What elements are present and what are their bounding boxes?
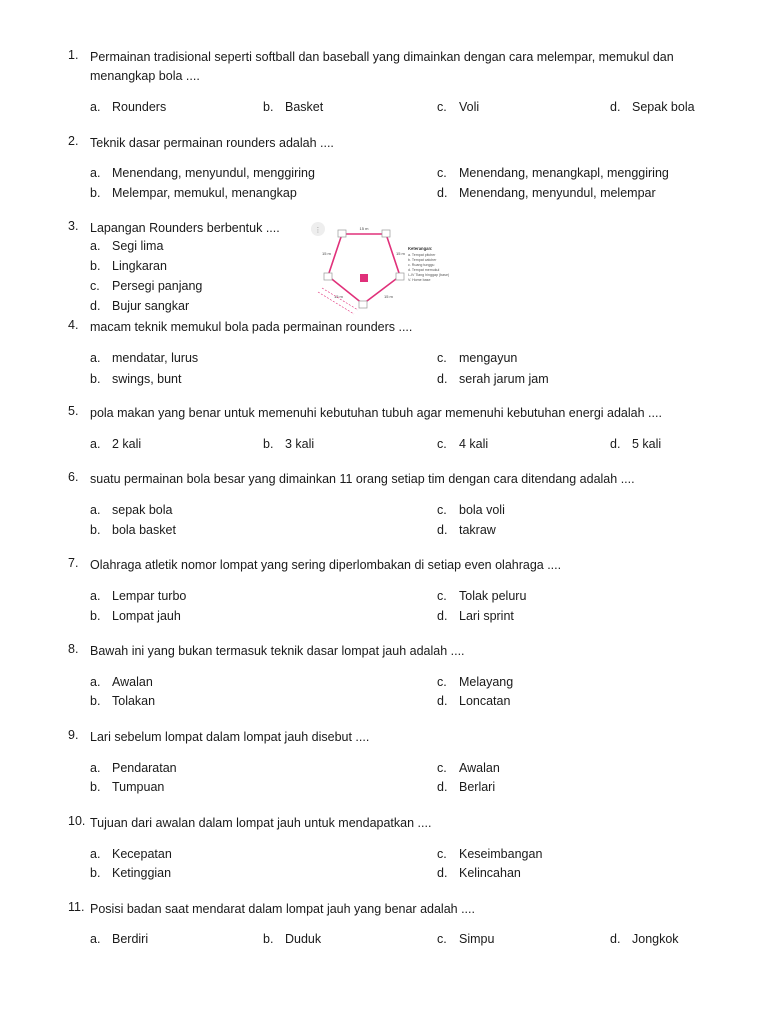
option-b[interactable]: b. swings, bunt: [90, 372, 182, 386]
option-b[interactable]: b. Basket: [263, 100, 324, 114]
option-c[interactable]: c. Tolak peluru: [437, 589, 527, 603]
legend-item: I–IV Tiang hinggap (base): [408, 273, 450, 277]
question-number: 2.: [68, 134, 79, 148]
rounders-field-diagram: [308, 218, 480, 318]
question-number: 10.: [68, 814, 86, 828]
base-marker: [324, 273, 332, 280]
option-b[interactable]: b. Tolakan: [90, 694, 156, 708]
pitcher-area: [360, 274, 368, 282]
option-c[interactable]: c. Persegi panjang: [90, 279, 203, 293]
option-c[interactable]: c. 4 kali: [437, 437, 489, 451]
svg-text:⋮: ⋮: [314, 226, 322, 234]
option-d[interactable]: d. Loncatan: [437, 694, 511, 708]
question-text: Permainan tradisional seperti softball dan baseball yang dimainkan dengan cara melempar, memukul dan menangkap bola ....: [90, 50, 674, 83]
question-text: Lapangan Rounders berbentuk ....: [90, 221, 280, 235]
option-a[interactable]: a. 2 kali: [90, 437, 142, 451]
base-marker: [338, 230, 346, 237]
question-number: 4.: [68, 318, 79, 332]
option-a[interactable]: a. mendatar, lurus: [90, 351, 199, 365]
question-text: Tujuan dari awalan dalam lompat jauh untuk mendapatkan ....: [90, 816, 432, 830]
question-number: 6.: [68, 470, 79, 484]
question-text: pola makan yang benar untuk memenuhi kebutuhan tubuh agar memenuhi kebutuhan energi adalah ....: [90, 406, 662, 420]
distance-label: 15 m: [334, 294, 343, 299]
base-marker: [396, 273, 404, 280]
question-number: 3.: [68, 219, 79, 233]
question-text: Olahraga atletik nomor lompat yang sering diperlombakan di setiap even olahraga ....: [90, 558, 562, 572]
legend-item: a. Tempat pitcher: [408, 253, 436, 257]
option-a[interactable]: a. sepak bola: [90, 503, 173, 517]
distance-label: 15 m: [322, 251, 331, 256]
question-text: suatu permainan bola besar yang dimainkan 11 orang setiap tim dengan cara ditendang adalah ....: [90, 472, 635, 486]
option-b[interactable]: b. Lingkaran: [90, 259, 167, 273]
option-d[interactable]: d. Menendang, menyundul, melempar: [437, 186, 656, 200]
question-number: 8.: [68, 642, 79, 656]
option-a[interactable]: a. Pendaratan: [90, 761, 177, 775]
option-c[interactable]: c. Simpu: [437, 932, 495, 946]
distance-label: 15 m: [384, 294, 393, 299]
option-b[interactable]: b. Duduk: [263, 932, 322, 946]
option-d[interactable]: d. Kelincahan: [437, 866, 521, 880]
option-a[interactable]: a. Awalan: [90, 675, 153, 689]
option-b[interactable]: b. Ketinggian: [90, 866, 172, 880]
option-b[interactable]: b. Lompat jauh: [90, 609, 181, 623]
option-d[interactable]: d. Lari sprint: [437, 609, 514, 623]
legend-item: d. Tempat memukul: [408, 268, 440, 272]
question-text: Teknik dasar permainan rounders adalah ....: [90, 136, 334, 150]
option-d[interactable]: d. Bujur sangkar: [90, 299, 190, 313]
option-d[interactable]: d. 5 kali: [610, 437, 662, 451]
base-marker: [382, 230, 390, 237]
question-number: 11.: [68, 900, 85, 914]
legend-title: Keterangan:: [408, 246, 433, 251]
option-c[interactable]: c. Voli: [437, 100, 480, 114]
option-d[interactable]: d. serah jarum jam: [437, 372, 549, 386]
option-d[interactable]: d. Berlari: [437, 780, 496, 794]
legend-item: c. Ruang tunggu: [408, 263, 435, 267]
option-c[interactable]: c. Keseimbangan: [437, 847, 543, 861]
question-number: 5.: [68, 404, 79, 418]
question-number: 7.: [68, 556, 79, 570]
option-a[interactable]: a. Kecepatan: [90, 847, 172, 861]
option-d[interactable]: d. takraw: [437, 523, 496, 537]
question-text: Lari sebelum lompat dalam lompat jauh disebut ....: [90, 730, 370, 744]
question-number: 9.: [68, 728, 79, 742]
option-a[interactable]: a. Rounders: [90, 100, 167, 114]
option-c[interactable]: c. Awalan: [437, 761, 500, 775]
option-a[interactable]: a. Berdiri: [90, 932, 149, 946]
question-text: macam teknik memukul bola pada permainan rounders ....: [90, 320, 413, 334]
distance-label: 15 m: [359, 226, 369, 231]
legend-item: V. Home base: [408, 278, 431, 282]
option-a[interactable]: a. Lempar turbo: [90, 589, 187, 603]
question-text: Bawah ini yang bukan termasuk teknik dasar lompat jauh adalah ....: [90, 644, 465, 658]
option-b[interactable]: b. bola basket: [90, 523, 176, 537]
option-d[interactable]: d. Sepak bola: [610, 100, 695, 114]
option-b[interactable]: b. Tumpuan: [90, 780, 165, 794]
option-c[interactable]: c. Menendang, menangkapl, menggiring: [437, 166, 669, 180]
question-number: 1.: [68, 48, 79, 62]
option-d[interactable]: d. Jongkok: [610, 932, 679, 946]
base-marker: [359, 301, 367, 308]
option-a[interactable]: a. Segi lima: [90, 239, 164, 253]
option-b[interactable]: b. Melempar, memukul, menangkap: [90, 186, 297, 200]
legend-item: b. Tempat catcher: [408, 258, 437, 262]
option-c[interactable]: c. bola voli: [437, 503, 505, 517]
option-b[interactable]: b. 3 kali: [263, 437, 315, 451]
option-c[interactable]: c. Melayang: [437, 675, 514, 689]
option-a[interactable]: a. Menendang, menyundul, menggiring: [90, 166, 315, 180]
option-c[interactable]: c. mengayun: [437, 351, 518, 365]
distance-label: 15 m: [396, 251, 405, 256]
question-text: Posisi badan saat mendarat dalam lompat jauh yang benar adalah ....: [90, 902, 475, 916]
